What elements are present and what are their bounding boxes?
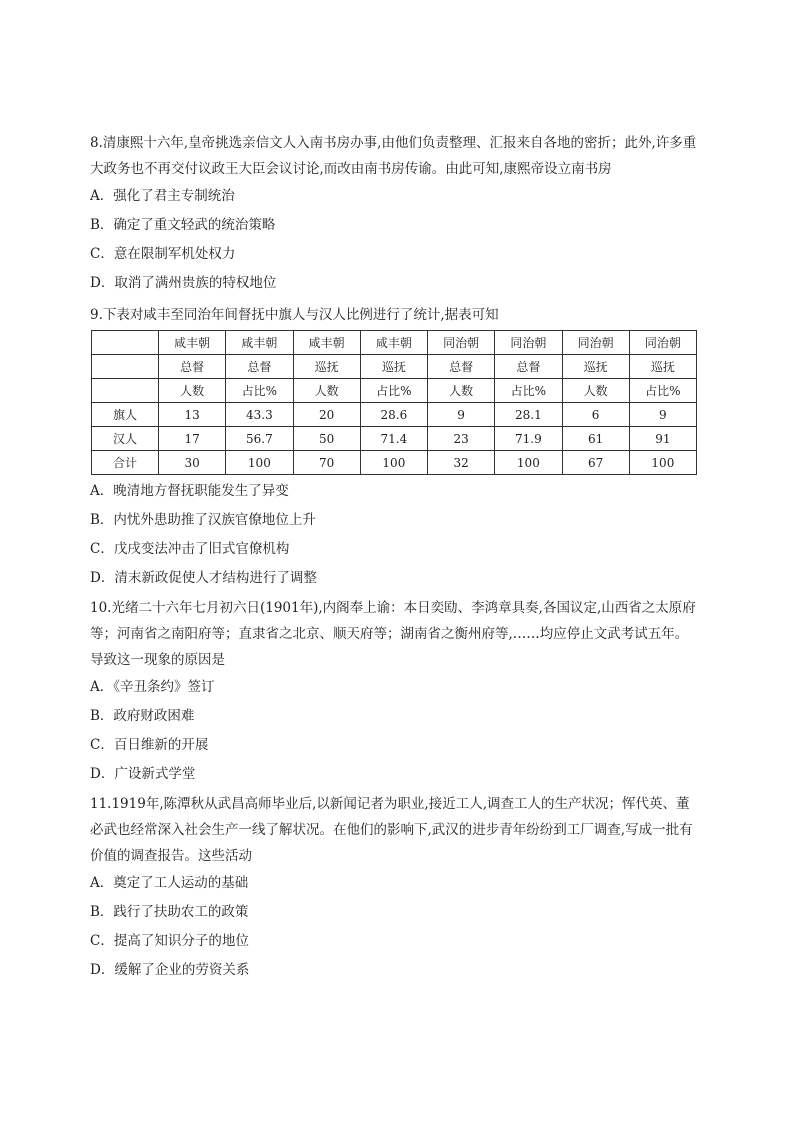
table-cell: 占比% [360,379,427,403]
table-cell: 同治朝 [428,331,495,355]
table-cell: 人数 [428,379,495,403]
option-b: B．践行了扶助农工的政策 [90,904,249,920]
table-cell: 100 [226,451,293,475]
option-d: D．广设新式学堂 [90,766,196,782]
table-cell: 30 [159,451,226,475]
table-cell: 人数 [293,379,360,403]
table-cell: 100 [495,451,562,475]
table-cell: 9 [428,403,495,427]
table-row [92,451,697,475]
table-row [92,403,697,427]
table-cell: 100 [629,451,696,475]
option-d: D．清末新政促使人才结构进行了调整 [90,570,317,586]
table-cell: 咸丰朝 [293,331,360,355]
table-cell: 23 [428,427,495,451]
governor-statistics-table [91,330,697,475]
table-cell: 28.1 [495,403,562,427]
table-cell: 占比% [629,379,696,403]
table-cell: 总督 [226,355,293,379]
table-cell: 巡抚 [360,355,427,379]
table-cell: 人数 [562,379,629,403]
table-cell: 71.9 [495,427,562,451]
option-a: A．晚清地方督抚职能发生了异变 [90,483,289,499]
table-cell: 71.4 [360,427,427,451]
table-cell: 17 [159,427,226,451]
table-cell: 50 [293,427,360,451]
option-b: B．内忧外患助推了汉族官僚地位上升 [90,512,316,528]
option-c: C．提高了知识分子的地位 [90,933,249,949]
table-cell: 91 [629,427,696,451]
table-cell: 32 [428,451,495,475]
question-10 [90,595,700,789]
table-cell: 13 [159,403,226,427]
question-9 [90,302,700,593]
option-c: C．戊戌变法冲击了旧式官僚机构 [90,541,290,557]
table-cell: 人数 [159,379,226,403]
row-header-cell: 汉人 [92,427,159,451]
table-cell: 咸丰朝 [360,331,427,355]
row-header-cell: 合计 [92,451,159,475]
table-cell: 咸丰朝 [159,331,226,355]
option-a: A．强化了君主专制统治 [90,188,235,204]
table-cell: 巡抚 [629,355,696,379]
table-header-row [92,331,697,355]
table-cell: 28.6 [360,403,427,427]
table-cell: 总督 [159,355,226,379]
question-stem: 9.下表对咸丰至同治年间督抚中旗人与汉人比例进行了统计,据表可知 [90,307,499,323]
table-cell: 9 [629,403,696,427]
table-cell: 43.3 [226,403,293,427]
table-cell: 61 [562,427,629,451]
table-cell: 70 [293,451,360,475]
row-header-cell [92,331,159,355]
option-b: B．确定了重文轻武的统治策略 [90,217,276,233]
question-11 [90,791,700,985]
table-cell: 6 [562,403,629,427]
table-cell: 100 [360,451,427,475]
row-header-cell [92,379,159,403]
option-d: D．缓解了企业的劳资关系 [90,962,250,978]
question-8 [90,130,700,298]
row-header-cell: 旗人 [92,403,159,427]
option-c: C．百日维新的开展 [90,737,209,753]
table-cell: 67 [562,451,629,475]
exam-page [90,130,700,985]
question-stem: 11.1919年,陈潭秋从武昌高师毕业后,以新闻记者为职业,接近工人,调查工人的生产状况；恽代英、董必武也经常深入社会生产一线了解状况。在他们的影响下,武汉的进步青年纷纷到工厂调查,写成一批有价值的调查报告。这些活动 [90,796,693,864]
table-header-row [92,379,697,403]
table-header-row [92,355,697,379]
table-cell: 20 [293,403,360,427]
option-b: B．政府财政困难 [90,708,195,724]
table-cell: 巡抚 [562,355,629,379]
table-cell: 占比% [226,379,293,403]
table-cell: 总督 [428,355,495,379]
table-cell: 巡抚 [293,355,360,379]
table-cell: 同治朝 [562,331,629,355]
table-cell: 同治朝 [495,331,562,355]
option-c: C．意在限制军机处权力 [90,246,236,262]
row-header-cell [92,355,159,379]
question-stem: 8.清康熙十六年,皇帝挑选亲信文人入南书房办事,由他们负责整理、汇报来自各地的密折；此外,许多重大政务也不再交付议政王大臣会议讨论,而改由南书房传谕。由此可知,康熙帝设立南书房 [90,135,697,177]
table-cell: 总督 [495,355,562,379]
table-cell: 56.7 [226,427,293,451]
option-a: A．奠定了工人运动的基础 [90,875,249,891]
table-row [92,427,697,451]
table-cell: 咸丰朝 [226,331,293,355]
option-d: D．取消了满州贵族的特权地位 [90,275,277,291]
question-stem: 10.光绪二十六年七月初六日(1901年),内阁奉上谕：本日奕劻、李鸿章具奏,各国议定,山西省之太原府等；河南省之南阳府等；直隶省之北京、顺天府等；湖南省之衡州府等,……均应停止文武考试五年。导致这一现象的原因是 [90,600,696,668]
table-cell: 占比% [495,379,562,403]
option-a: A．《辛丑条约》签订 [90,679,215,695]
table-cell: 同治朝 [629,331,696,355]
